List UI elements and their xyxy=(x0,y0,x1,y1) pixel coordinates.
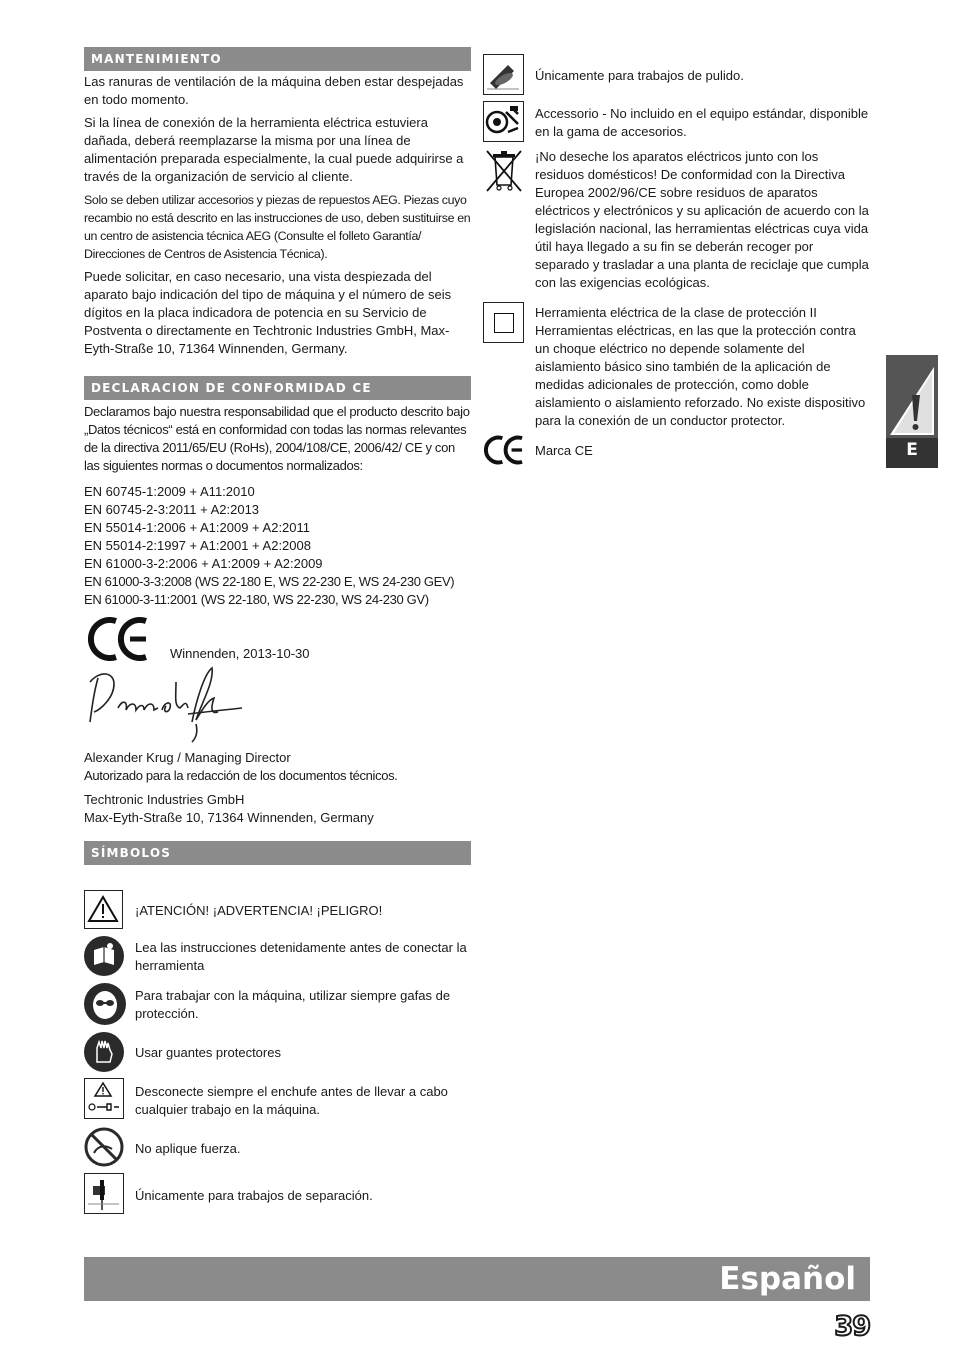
symbol-description: Únicamente para trabajos de separación. xyxy=(135,1188,373,1203)
read-manual-icon xyxy=(84,936,124,976)
symbol-description: Herramienta eléctrica de la clase de protección II Herramientas eléctricas, en las que la protección contra un choque eléctrico no depende solamente del aislamiento básico sino también de la aplicación de medidas adicionales de protección, como doble aislamiento o aislamiento reforzado. No existe dispositivo para la conexión de un conductor protector. xyxy=(535,305,866,428)
place-date: Winnenden, 2013-10-30 xyxy=(170,646,310,661)
standard-item: EN 55014-1:2006 + A1:2009 + A2:2011 xyxy=(84,520,311,535)
language-title: Español xyxy=(719,1261,856,1297)
symbol-description: Para trabajar con la máquina, utilizar siempre gafas de protección. xyxy=(135,988,451,1021)
symbol-description: Marca CE xyxy=(535,443,593,458)
standard-item: EN 61000-3-11:2001 (WS 22-180, WS 22-230, WS 24-230 GV) xyxy=(84,592,429,607)
signer-authorization: Autorizado para la redacción de los documentos técnicos. xyxy=(84,768,398,783)
ce-mark-icon xyxy=(484,435,526,465)
symbol-description: Accessorio - No incluido en el equipo estándar, disponible en la gama de accesorios. xyxy=(535,106,869,139)
class-ii-icon xyxy=(483,302,524,343)
ce-mark-icon xyxy=(88,617,152,661)
symbol-description: Usar guantes protectores xyxy=(135,1045,281,1060)
paragraph: Las ranuras de ventilación de la máquina deben estar despejadas en todo momento. xyxy=(84,74,464,107)
accessory-icon xyxy=(483,101,524,142)
weee-bin-icon xyxy=(483,147,525,195)
safety-goggles-icon xyxy=(84,983,126,1025)
warning-triangle-icon xyxy=(84,890,123,929)
signature-image xyxy=(84,662,249,744)
symbol-description: Únicamente para trabajos de pulido. xyxy=(535,68,744,83)
symbol-description: Lea las instrucciones detenidamente antes de conectar la herramienta xyxy=(135,940,467,973)
grinding-only-icon xyxy=(483,54,524,95)
symbol-description: ¡No deseche los aparatos eléctricos junto con los residuos domésticos! De conformidad con la Directiva Europea 2002/96/CE sobre residuos de aparatos eléctricos y electrónicos y su aplicación de acuerdo con la legislación nacional, las herramientas eléctricas cuya vida útil haya llegado a su fin se deberán recoger por separado y trasladar a una planta de reciclaje que cumpla con las exigencias ecológicas. xyxy=(535,149,869,290)
page-number: 39 xyxy=(834,1311,870,1342)
language-letter: E xyxy=(906,440,918,460)
section-heading-mantenimiento: MANTENIMIENTO xyxy=(84,47,471,71)
paragraph: Puede solicitar, en caso necesario, una vista despiezada del aparato bajo indicación del tipo de máquina y el número de seis dígitos en la placa indicadora de potencia en su Servicio de Postventa o directamente en Techtronic Industries GmbH, Max-Eyth-Straße 10, 71364 Winnenden, Germany. xyxy=(84,269,452,356)
standard-item: EN 60745-1:2009 + A11:2010 xyxy=(84,484,255,499)
standard-item: EN 61000-3-2:2006 + A1:2009 + A2:2009 xyxy=(84,556,323,571)
language-side-tab xyxy=(886,355,938,468)
footer-language-bar xyxy=(84,1257,870,1301)
paragraph: Solo se deben utilizar accesorios y piezas de repuestos AEG. Piezas cuyo recambio no está descrito en las instrucciones de uso, deben sustituirse en un centro de asistencia técnica AEG (Consulte el folleto Garantía/ Direcciones de Centros de Asistencia Técnica). xyxy=(84,193,471,261)
symbol-description: ¡ATENCIÓN! ¡ADVERTENCIA! ¡PELIGRO! xyxy=(135,903,383,918)
company-address: Max-Eyth-Straße 10, 71364 Winnenden, Germany xyxy=(84,810,374,825)
paragraph: Si la línea de conexión de la herramienta eléctrica estuviera dañada, deberá reemplazarse la misma por una línea de alimentación preparada especialmente, la cual puede adquirirse a través de la organización de servicio al cliente. xyxy=(84,115,464,184)
declaracion-body xyxy=(84,403,471,609)
signer-block xyxy=(84,749,471,827)
section-heading-declaracion: DECLARACION DE CONFORMIDAD CE xyxy=(84,376,471,400)
protective-gloves-icon xyxy=(84,1032,124,1072)
standard-item: EN 60745-2-3:2011 + A2:2013 xyxy=(84,502,260,517)
section-heading-simbolos: SÍMBOLOS xyxy=(84,841,471,865)
standards-list xyxy=(84,483,471,609)
no-force-icon xyxy=(84,1127,124,1167)
unplug-warning-icon xyxy=(84,1078,124,1119)
signer-name: Alexander Krug / Managing Director xyxy=(84,750,291,765)
symbol-description: Desconecte siempre el enchufe antes de llevar a cabo cualquier trabajo en la máquina. xyxy=(135,1084,448,1117)
standard-item: EN 61000-3-3:2008 (WS 22-180 E, WS 22-230 E, WS 24-230 GEV) xyxy=(84,574,455,589)
declaration-intro: Declaramos bajo nuestra responsabilidad que el producto descrito bajo „Datos técnicos“ está en conformidad con todas las normas relevantes de la directiva 2011/65/EU (RoHs), 2004/108/CE, 2006/42/ CE y con las siguientes normas o documentos normalizados: xyxy=(84,404,470,473)
symbol-description: No aplique fuerza. xyxy=(135,1141,241,1156)
cutting-only-icon xyxy=(84,1173,124,1214)
company-name: Techtronic Industries GmbH xyxy=(84,792,245,807)
standard-item: EN 55014-2:1997 + A1:2001 + A2:2008 xyxy=(84,538,311,553)
mantenimiento-body xyxy=(84,73,471,363)
